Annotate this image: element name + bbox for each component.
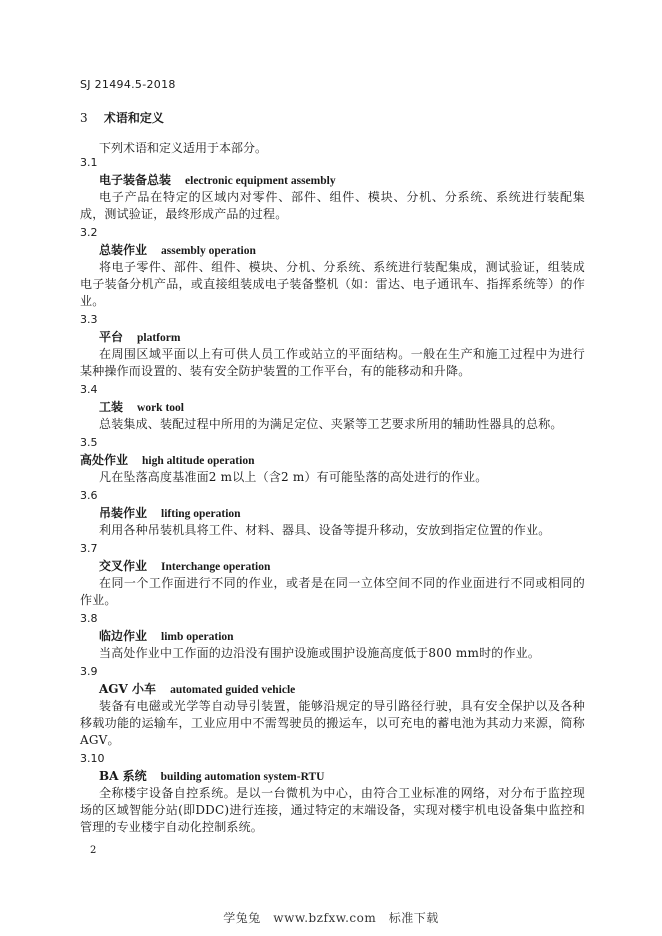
term-number: 3.9: [80, 665, 98, 678]
term-number: 3.7: [80, 542, 98, 555]
term-chinese: 平台: [99, 330, 124, 344]
term-heading: [80, 241, 585, 259]
term-english: building automation system-RTU: [160, 771, 325, 783]
term-entry: [80, 225, 585, 312]
term-chinese: AGV 小车: [99, 682, 157, 696]
term-definition: 装备有电磁或光学等自动导引装置，能够沿规定的导引路径行驶，具有安全保护以及各种移载功能的运输车，工业应用中不需驾驶员的搬运车，以可充电的蓄电池为其动力来源，简称AGV。: [80, 699, 585, 747]
term-number: 3.8: [80, 612, 98, 625]
term-entry: [80, 382, 585, 435]
term-entry: [80, 664, 585, 751]
term-english: platform: [137, 332, 181, 344]
term-heading: [80, 767, 585, 785]
term-chinese: 工装: [99, 400, 124, 414]
term-english: high altitude operation: [142, 455, 255, 467]
term-definition: 总装集成、装配过程中所用的为满足定位、夹紧等工艺要求所用的辅助性器具的总称。: [99, 417, 563, 431]
term-entry: [80, 611, 585, 664]
term-definition: 凡在坠落高度基准面2 m以上（含2 m）有可能坠落的高处进行的作业。: [99, 470, 488, 484]
term-heading: [80, 504, 585, 522]
term-english: electronic equipment assembly: [185, 175, 336, 187]
term-entry: [80, 541, 585, 611]
section-title: 术语和定义: [103, 111, 164, 125]
term-number: 3.4: [80, 383, 98, 396]
term-entry: [80, 488, 585, 541]
footer-watermark: 学兔兔 www.bzfxw.com 标准下载: [223, 911, 439, 925]
term-number: 3.10: [80, 752, 105, 765]
term-definition: 全称楼宇设备自控系统。是以一台微机为中心，由符合工业标准的网络，对分布于监控现场的区域智能分站(即DDC)进行连接，通过特定的末端设备，实现对楼宇机电设备集中监控和管理的专业楼宇自动化控制系统。: [80, 786, 585, 834]
term-definition: 在同一个工作面进行不同的作业，或者是在同一立体空间不同的作业面进行不同或相同的作业。: [80, 576, 585, 607]
page-number: 2: [90, 845, 97, 856]
term-chinese: 吊装作业: [99, 506, 148, 520]
terms-list: [80, 155, 585, 838]
term-number: 3.3: [80, 313, 98, 326]
term-chinese: 总装作业: [99, 243, 148, 257]
term-definition: 在周围区域平面以上有可供人员工作或站立的平面结构。一般在生产和施工过程中为进行某种操作而设置的、装有安全防护装置的工作平台，有的能移动和升降。: [80, 347, 585, 378]
term-english: Interchange operation: [161, 561, 271, 573]
intro-text: 下列术语和定义适用于本部分。: [99, 141, 268, 155]
term-english: assembly operation: [161, 245, 256, 257]
term-number: 3.1: [80, 156, 98, 169]
term-heading: [80, 171, 585, 189]
term-entry: [80, 312, 585, 382]
term-english: automated guided vehicle: [170, 684, 296, 696]
term-english: limb operation: [161, 631, 234, 643]
section-number: 3: [80, 111, 88, 125]
term-english: lifting operation: [161, 508, 241, 520]
term-entry: [80, 435, 585, 488]
term-heading: [80, 451, 585, 469]
term-definition: 当高处作业中工作面的边沿没有围护设施或围护设施高度低于800 mm时的作业。: [99, 646, 541, 660]
term-definition: 电子产品在特定的区域内对零件、部件、组件、模块、分机、分系统、系统进行装配集成，测试验证，最终形成产品的过程。: [80, 190, 585, 221]
term-chinese: 临边作业: [99, 629, 148, 643]
term-heading: [80, 680, 585, 698]
term-definition: 利用各种吊装机具将工件、材料、器具、设备等提升移动，安放到指定位置的作业。: [99, 523, 551, 537]
term-number: 3.5: [80, 436, 98, 449]
section-heading: [80, 109, 164, 126]
standard-code: SJ 21494.5-2018: [80, 78, 176, 91]
term-english: work tool: [137, 402, 184, 414]
term-heading: [80, 627, 585, 645]
term-number: 3.6: [80, 489, 98, 502]
term-chinese: 电子装备总装: [99, 173, 172, 187]
term-chinese: BA 系统: [99, 769, 147, 783]
term-number: 3.2: [80, 226, 98, 239]
term-entry: [80, 751, 585, 838]
term-entry: [80, 155, 585, 225]
term-heading: [80, 557, 585, 575]
term-chinese: 高处作业: [80, 453, 129, 467]
term-definition: 将电子零件、部件、组件、模块、分机、分系统、系统进行装配集成，测试验证，组装成电子装备分机产品，或直接组装成电子装备整机（如：雷达、电子通讯车、指挥系统等）的作业。: [80, 260, 585, 308]
term-heading: [80, 328, 585, 346]
term-heading: [80, 398, 585, 416]
term-chinese: 交叉作业: [99, 559, 148, 573]
